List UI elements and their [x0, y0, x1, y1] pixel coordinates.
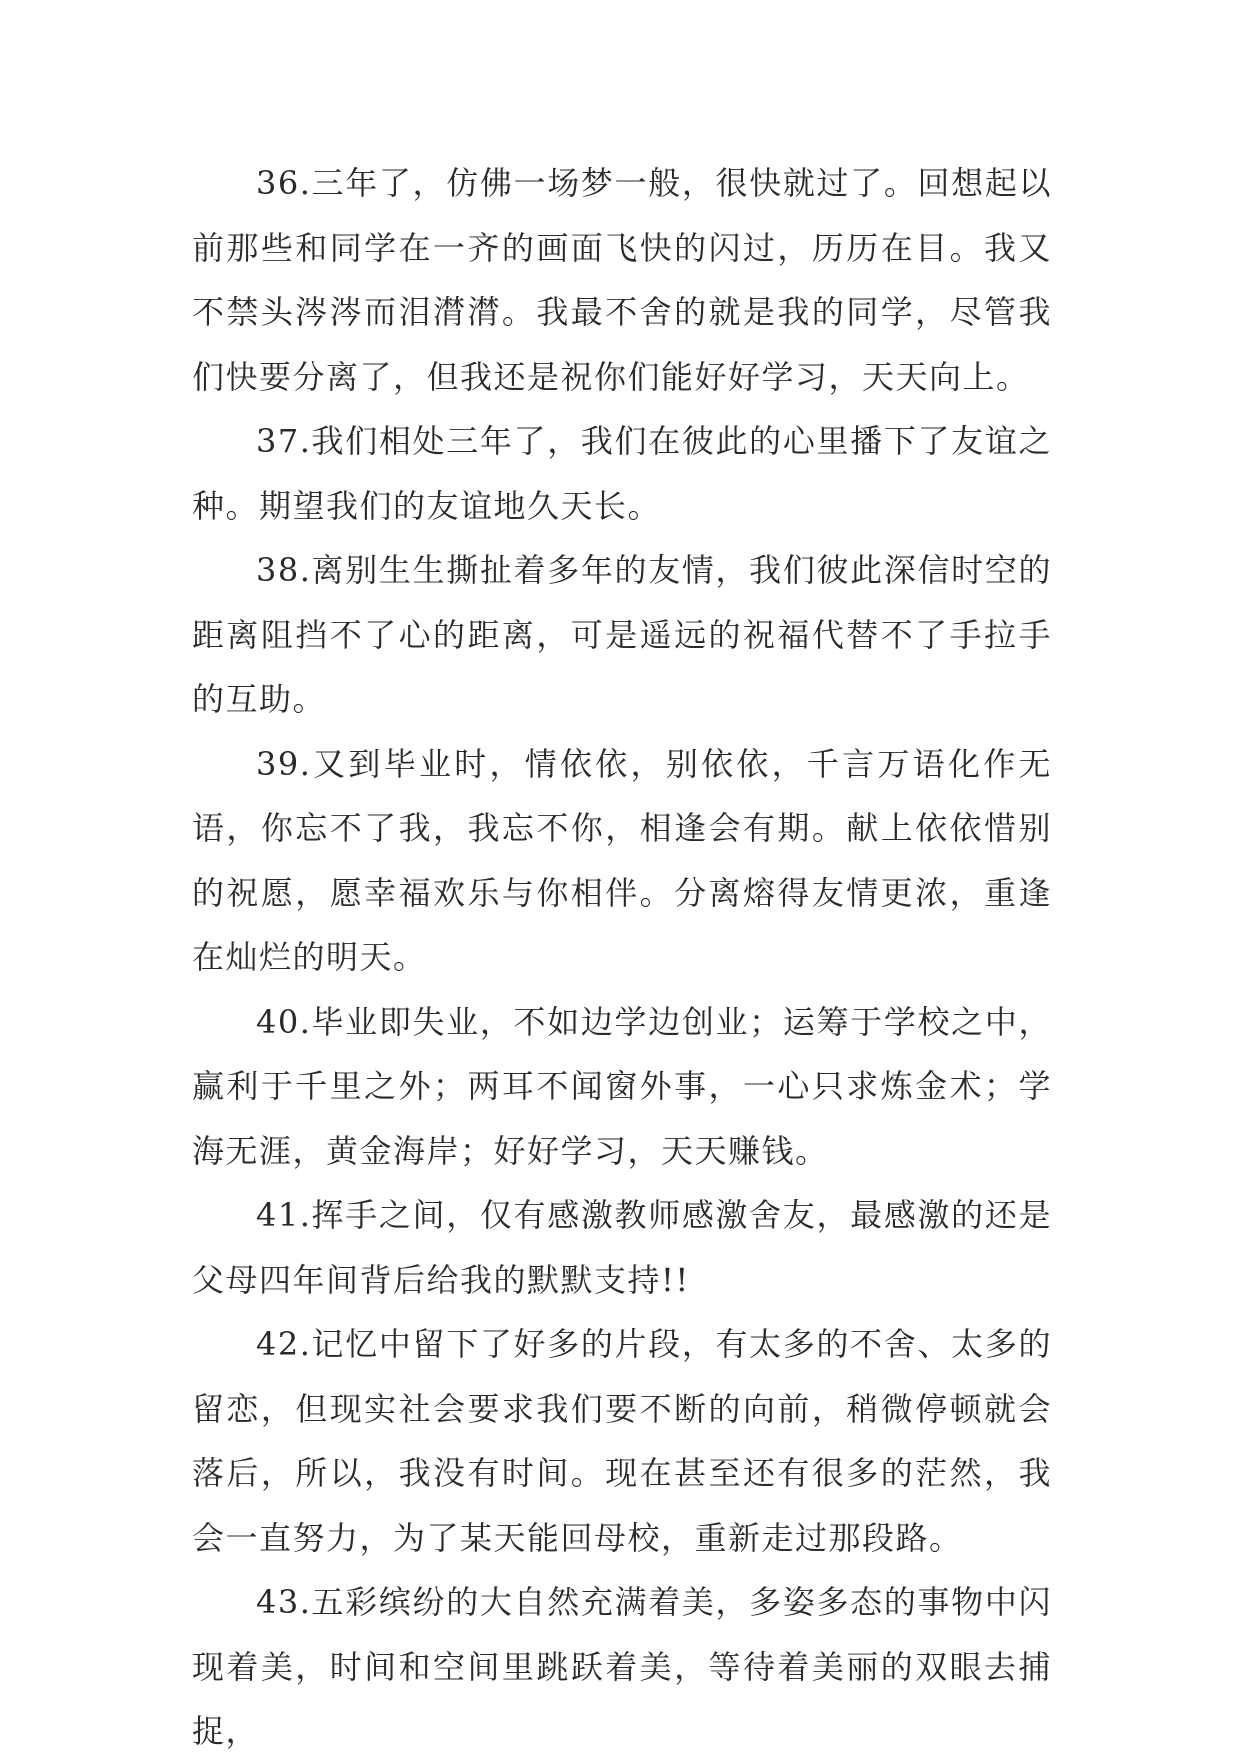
paragraph-42: 42.记忆中留下了好多的片段，有太多的不舍、太多的留恋，但现实社会要求我们要不断的向前，稍微停顿就会落后，所以，我没有时间。现在甚至还有很多的茫然，我会一直努力，为了某天能回母校，重新走过那段路。: [192, 1325, 1052, 1557]
paragraph-40: 40.毕业即失业，不如边学边创业；运筹于学校之中，赢利于千里之外；两耳不闻窗外事，一心只求炼金术；学海无涯，黄金海岸；好好学习，天天赚钱。: [192, 1002, 1052, 1170]
paragraph-38: 38.离别生生撕扯着多年的友情，我们彼此深信时空的距离阻挡不了心的距离，可是遥远的祝福代替不了手拉手的互助。: [192, 551, 1052, 718]
paragraph-36: 36.三年了，仿佛一场梦一般，很快就过了。回想起以前那些和同学在一齐的画面飞快的闪过，历历在目。我又不禁头涔涔而泪潸潸。我最不舍的就是我的同学，尽管我们快要分离了，但我还是祝你们能好好学习，天天向上。: [192, 164, 1052, 396]
paragraph-37: 37.我们相处三年了，我们在彼此的心里播下了友谊之种。期望我们的友谊地久天长。: [192, 422, 1052, 525]
paragraph-39: 39.又到毕业时，情依依，别依依，千言万语化作无语，你忘不了我，我忘不你，相逢会有期。献上依依惜别的祝愿，愿幸福欢乐与你相伴。分离熔得友情更浓，重逢在灿烂的明天。: [192, 744, 1052, 976]
paragraph-43: 43.五彩缤纷的大自然充满着美，多姿多态的事物中闪现着美，时间和空间里跳跃着美，等待着美丽的双眼去捕捉，: [192, 1583, 1052, 1750]
paragraph-41: 41.挥手之间，仅有感激教师感激舍友，最感激的还是父母四年间背后给我的默默支持!!: [192, 1196, 1052, 1299]
document-body: [192, 151, 1052, 1764]
